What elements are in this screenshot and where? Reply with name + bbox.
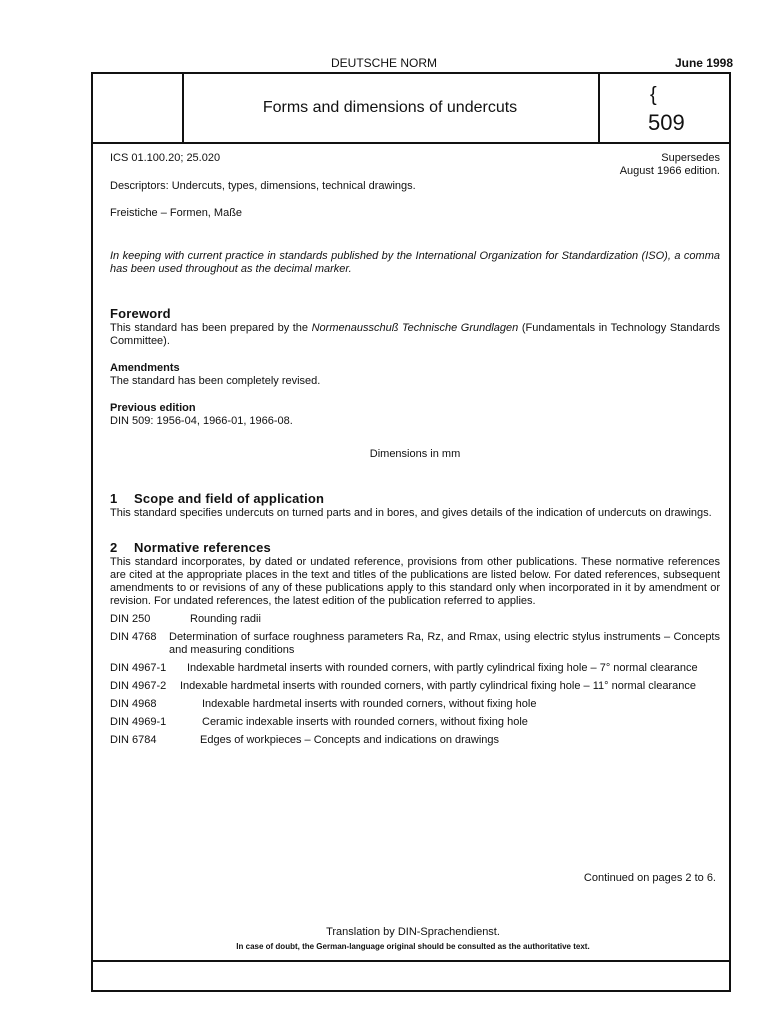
previous-edition-heading: Previous edition (110, 402, 196, 414)
reference-item (110, 734, 720, 747)
page-frame (91, 72, 731, 992)
norm-label: DEUTSCHE NORM (330, 56, 437, 70)
reference-title: Indexable hardmetal inserts with rounded corners, with partly cylindrical fixing hole – 11° normal clearance (180, 680, 696, 692)
reference-code: DIN 4768 (110, 631, 157, 643)
supersedes-note (620, 152, 720, 178)
din-logo-icon: { (650, 84, 657, 106)
reference-item (110, 631, 720, 657)
reference-code: DIN 4967-1 (110, 662, 167, 674)
german-title: Freistiche – Formen, Maße (110, 207, 243, 219)
din-number: 509 (648, 110, 685, 135)
reference-item (110, 698, 720, 711)
committee-name: Normenausschuß Technische Grundlagen (311, 322, 519, 334)
section-1-heading: 1 Scope and field of application (110, 491, 325, 506)
authoritative-text-note: In case of doubt, the German-language original should be consulted as the authoritative text. (236, 942, 590, 951)
amendments-text: The standard has been completely revised. (110, 375, 321, 387)
reference-item (110, 680, 720, 693)
descriptors: Descriptors: Undercuts, types, dimensions, technical drawings. (110, 180, 416, 192)
reference-title: Indexable hardmetal inserts with rounded corners, with partly cylindrical fixing hole – 7° normal clearance (187, 662, 698, 674)
translation-credit: Translation by DIN-Sprachendienst. (326, 926, 500, 938)
foreword-text: This standard has been prepared by the Normenausschuß Technische Grundlagen (Fundamentals in Technology Standards Committee). (110, 322, 720, 347)
decimal-marker-note: In keeping with current practice in standards published by the International Organization for Standardization (ISO), a comma has been used throughout as the decimal marker. (110, 250, 720, 275)
title-block-left-cell (93, 74, 184, 142)
reference-title: Indexable hardmetal inserts with rounded corners, without fixing hole (202, 698, 537, 710)
section-1-text: This standard specifies undercuts on turned parts and in bores, and gives details of the indication of undercuts on drawings. (110, 507, 712, 519)
reference-item (110, 716, 720, 729)
reference-list (110, 613, 720, 747)
reference-title: Determination of surface roughness parameters Ra, Rz, and Rmax, using electric stylus instruments – Concepts and measuring conditions (169, 631, 720, 656)
previous-edition-text: DIN 509: 1956-04, 1966-01, 1966-08. (110, 415, 293, 427)
continued-note: Continued on pages 2 to 6. (583, 872, 716, 884)
reference-code: DIN 4969-1 (110, 716, 167, 728)
reference-item (110, 613, 720, 626)
reference-code: DIN 4967-2 (110, 680, 167, 692)
publication-date: June 1998 (674, 56, 733, 70)
reference-title: Edges of workpieces – Concepts and indications on drawings (200, 734, 500, 746)
reference-title: Ceramic indexable inserts with rounded corners, without fixing hole (202, 716, 528, 728)
ics-row (110, 152, 720, 180)
reference-code: DIN 6784 (110, 734, 157, 746)
dimensions-note: Dimensions in mm (369, 448, 461, 460)
supersedes-line-2: August 1966 edition. (619, 165, 720, 177)
supersedes-line-1: Supersedes (661, 152, 720, 164)
foreword-heading: Foreword (110, 306, 171, 321)
reference-title: Rounding radii (190, 613, 261, 625)
footer-rule (93, 960, 729, 962)
section-2-heading: 2 Normative references (110, 540, 271, 555)
title-block (93, 74, 729, 144)
section-2-text: This standard incorporates, by dated or undated reference, provisions from other publications. These normative references are cited at the appropriate places in the text and titles of the publications are listed below. For dated references, subsequent amendments to or revisions of any of these publications apply to this standard only when incorporated in it by amendment or revision. For undated references, the latest edition of the publication referred to applies. (110, 556, 720, 607)
reference-code: DIN 250 (110, 613, 151, 625)
document-body (110, 152, 720, 747)
reference-item (110, 662, 720, 675)
din-number-cell (598, 74, 731, 142)
amendments-heading: Amendments (110, 362, 180, 374)
ics-codes: ICS 01.100.20; 25.020 (110, 152, 221, 164)
document-title: Forms and dimensions of undercuts (262, 99, 518, 116)
reference-code: DIN 4968 (110, 698, 157, 710)
